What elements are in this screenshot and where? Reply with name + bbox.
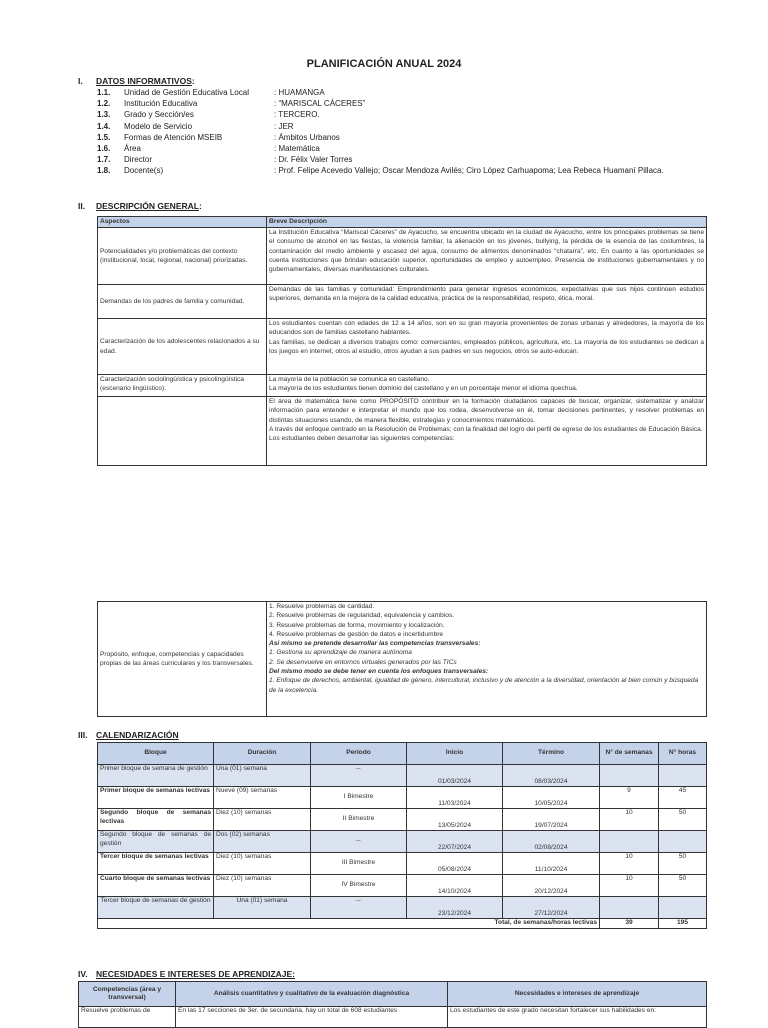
aspect-cell: Potencialidades y/o problemáticas del contexto (institucional, local, regional, nacional) priorizadas. bbox=[98, 228, 267, 285]
table-row bbox=[98, 765, 707, 787]
info-value: : TERCERO. bbox=[274, 110, 320, 120]
semanas-cell: 9 bbox=[600, 787, 659, 809]
table-row bbox=[79, 1007, 707, 1028]
info-value: : JER bbox=[274, 121, 294, 131]
inicio-cell: 22/07/2024 bbox=[407, 831, 503, 853]
description-cell bbox=[267, 228, 707, 285]
description-cell bbox=[267, 397, 707, 466]
section-number: I. bbox=[78, 76, 83, 86]
proposito-line: 1. Resuelve problemas de cantidad. bbox=[269, 603, 375, 610]
info-row bbox=[97, 99, 664, 110]
total-label: Total, de semanas/horas lectivas bbox=[98, 919, 600, 929]
proposito-line: 2. Resuelve problemas de regularidad, equivalencia y cambios. bbox=[269, 612, 455, 620]
info-value: : Ámbitos Urbanos bbox=[274, 132, 340, 142]
section-label: DESCRIPCIÓN GENERAL bbox=[96, 201, 199, 211]
total-row bbox=[98, 919, 707, 929]
description-paragraph: La Institución Educativa “Mariscal Cáceres” de Ayacucho, se encuentra ubicado en la ciudad de Ayacucho, entre los principales problemas se tiene el consumo de alcohol en las fiestas, la violencia familiar, la alienación en los jóvenes, bullying, la pérdida de la esencia de las costumbres, la contaminación del medio ambiente y escasez del agua, consumo de alimentos denominados “chatarra”, etc. En cuanto a las oportunidades se cuenta instituciones que brindan educación superior, oportunidades de empleo y autoempleo. Presencia de instituciones gubernamentales y no gubernamentales, diversas manifestaciones culturales. bbox=[269, 229, 704, 274]
duracion-cell: Diez (10) semanas bbox=[214, 853, 311, 875]
termino-cell: 02/08/2024 bbox=[503, 831, 600, 853]
proposito-table bbox=[97, 601, 707, 717]
info-value: : “MARISCAL CÁCERES” bbox=[274, 99, 366, 109]
periodo-cell: -- bbox=[311, 897, 407, 919]
info-number: 1.4. bbox=[97, 121, 111, 131]
table-header-row bbox=[98, 743, 707, 765]
table-header-row bbox=[98, 217, 707, 228]
description-paragraph: El área de matemática tiene como PROPÓSITO contribuir en la formación ciudadanos capaces de buscar, organizar, sistematizar y analizar información para entender e interpretar el mundo que los rodea, desenvolverse en él, tomar decisiones pertinentes, y resolver problemas en distintas situaciones usando, de manera flexible, estrategias y conocimientos matemáticos. bbox=[269, 398, 704, 424]
info-key: Área bbox=[124, 143, 141, 153]
section-heading-descripcion: II. DESCRIPCIÓN GENERAL: bbox=[78, 201, 202, 211]
proposito-line: 4. Resuelve problemas de gestión de datos e incertidumbre bbox=[269, 630, 444, 638]
table-row bbox=[98, 319, 707, 375]
header-bloque: Bloque bbox=[98, 743, 214, 765]
bloque-cell: Tercer bloque de semanas de gestión bbox=[98, 897, 214, 919]
table-row bbox=[98, 228, 707, 285]
bloque-cell: Segundo bloque de semanas lectivas bbox=[98, 809, 214, 831]
duracion-cell: Diez (10) semanas bbox=[214, 875, 311, 897]
aspect-cell: Caracterización sociolingüística y psicolingüística (escenario lingüístico). bbox=[98, 375, 267, 397]
duracion-cell: Diez (10) semanas bbox=[214, 809, 311, 831]
info-key: Formas de Atención MSEIB bbox=[124, 132, 223, 142]
datos-informativos-list bbox=[97, 88, 664, 178]
table-header-row bbox=[79, 982, 707, 1007]
info-row bbox=[97, 88, 664, 99]
aspect-cell bbox=[98, 397, 267, 466]
page-title: PLANIFICACIÓN ANUAL 2024 bbox=[306, 58, 462, 70]
bloque-cell: Primer bloque de semana de gestión bbox=[98, 765, 214, 787]
info-number: 1.8. bbox=[97, 166, 111, 176]
info-row bbox=[97, 122, 664, 133]
section-label: DATOS INFORMATIVOS bbox=[96, 76, 192, 86]
section-label: CALENDARIZACIÓN bbox=[96, 730, 179, 740]
header-necesidades: Necesidades e intereses de aprendizaje bbox=[448, 982, 707, 1007]
info-row bbox=[97, 155, 664, 166]
section-label: NECESIDADES E INTERESES DE APRENDIZAJE: bbox=[96, 969, 295, 979]
header-breve-descripcion: Breve Descripción bbox=[267, 217, 707, 228]
periodo-cell: -- bbox=[311, 765, 407, 787]
horas-cell: 50 bbox=[659, 809, 707, 831]
semanas-cell bbox=[600, 831, 659, 853]
description-paragraph: La mayoría de los estudiantes tienen dominio del castellano y en un porcentaje menor el idioma quechua. bbox=[269, 385, 578, 393]
description-cell bbox=[267, 602, 707, 717]
inicio-cell: 01/03/2024 bbox=[407, 765, 503, 787]
periodo-cell: -- bbox=[311, 831, 407, 853]
inicio-cell: 14/10/2024 bbox=[407, 875, 503, 897]
info-key: Director bbox=[124, 155, 153, 165]
header-competencias: Competencias (área y transversal) bbox=[79, 982, 176, 1007]
aspect-cell: Caracterización de los adolescentes relacionados a su edad. bbox=[98, 319, 267, 375]
total-horas: 195 bbox=[659, 919, 707, 929]
table-row bbox=[98, 602, 707, 717]
info-value: : HUAMANGA bbox=[274, 88, 325, 97]
info-number: 1.2. bbox=[97, 99, 111, 109]
proposito-line: 1. Enfoque de derechos, ambiental, igualdad de género, intercultural, inclusivo y de atención a la diversidad, orientación al bien común y búsqueda de la excelencia. bbox=[269, 677, 699, 694]
section-heading-calendarizacion bbox=[78, 730, 179, 740]
termino-cell: 10/05/2024 bbox=[503, 787, 600, 809]
inicio-cell: 23/12/2024 bbox=[407, 897, 503, 919]
info-key: Grado y Sección/es bbox=[124, 110, 194, 120]
header-horas: N° horas bbox=[659, 743, 707, 765]
section-number: IV. bbox=[78, 969, 88, 979]
termino-cell: 20/12/2024 bbox=[503, 875, 600, 897]
description-paragraph: Demandas de las familias y comunidad: Emprendimiento para generar ingresos económicos, expectativas que sus hijos continúen estudios superiores, demanda en la mejora de la calidad educativa, práctica de la responsabilidad, respeto, ética, moral. bbox=[269, 286, 704, 303]
proposito-line: 3. Resuelve problemas de forma, movimiento y localización. bbox=[269, 621, 445, 629]
description-paragraph: A través del enfoque centrado en la Resolución de Problemas; con la finalidad del logro del perfil de egreso de los estudiantes de Educación Básica. bbox=[269, 425, 703, 433]
horas-cell bbox=[659, 897, 707, 919]
semanas-cell bbox=[600, 897, 659, 919]
table-row bbox=[98, 809, 707, 831]
periodo-cell: III Bimestre bbox=[311, 853, 407, 875]
semanas-cell bbox=[600, 765, 659, 787]
inicio-cell: 13/05/2024 bbox=[407, 809, 503, 831]
info-number: 1.3. bbox=[97, 110, 111, 120]
info-row bbox=[97, 110, 664, 121]
horas-cell bbox=[659, 831, 707, 853]
section-heading-necesidades bbox=[78, 969, 295, 979]
competencia-cell: Resuelve problemas de bbox=[79, 1007, 176, 1028]
horas-cell: 50 bbox=[659, 853, 707, 875]
description-paragraph: Los estudiantes deben desarrollar las siguientes competencias: bbox=[269, 435, 455, 443]
info-number: 1.1. bbox=[97, 88, 111, 97]
proposito-line: Del mismo modo se debe tener en cuenta los enfoques transversales: bbox=[269, 668, 489, 676]
header-semanas: N° de semanas bbox=[600, 743, 659, 765]
total-semanas: 39 bbox=[600, 919, 659, 929]
header-inicio: Inicio bbox=[407, 743, 503, 765]
duracion-cell: Una (01) semana bbox=[214, 897, 311, 919]
info-key: Modelo de Servicio bbox=[124, 121, 193, 131]
periodo-cell: I Bimestre bbox=[311, 787, 407, 809]
info-value: : Dr. Félix Valer Torres bbox=[274, 155, 353, 165]
table-row bbox=[98, 787, 707, 809]
inicio-cell: 05/08/2024 bbox=[407, 853, 503, 875]
necesidades-cell: Los estudiantes de este grado necesitan fortalecer sus habilidades en: bbox=[448, 1007, 707, 1028]
termino-cell: 11/10/2024 bbox=[503, 853, 600, 875]
descripcion-general-table bbox=[97, 216, 707, 466]
semanas-cell: 10 bbox=[600, 809, 659, 831]
info-row bbox=[97, 144, 664, 155]
bloque-cell: Primer bloque de semanas lectivas bbox=[98, 787, 214, 809]
description-paragraph: Los estudiantes cuentan con edades de 12 a 14 años, son en su gran mayoría provenientes de zonas urbanas y alrededores, la mayoría de los educandos son de familias castellano hablantes. bbox=[269, 320, 704, 337]
bloque-cell: Cuarto bloque de semanas lectivas bbox=[98, 875, 214, 897]
header-aspectos: Aspectos bbox=[98, 217, 267, 228]
duracion-cell: Dos (02) semanas bbox=[214, 831, 311, 853]
inicio-cell: 11/03/2024 bbox=[407, 787, 503, 809]
aspect-cell: Propósito, enfoque, competencias y capacidades propias de las áreas curriculares y los transversales. bbox=[98, 602, 267, 717]
table-row bbox=[98, 831, 707, 853]
table-row bbox=[98, 375, 707, 397]
info-row bbox=[97, 133, 664, 144]
semanas-cell: 10 bbox=[600, 875, 659, 897]
duracion-cell: Nueve (09) semanas bbox=[214, 787, 311, 809]
termino-cell: 08/03/2024 bbox=[503, 765, 600, 787]
proposito-line: 1. Gestiona su aprendizaje de manera autónoma bbox=[269, 649, 412, 657]
header-periodo: Periodo bbox=[311, 743, 407, 765]
termino-cell: 27/12/2024 bbox=[503, 897, 600, 919]
info-number: 1.7. bbox=[97, 155, 111, 165]
info-value: : Prof. Felipe Acevedo Vallejo; Oscar Mendoza Avilés; Ciro López Carhuapoma; Lea Rebeca Huamaní Pillaca. bbox=[274, 166, 664, 176]
periodo-cell: IV Bimestre bbox=[311, 875, 407, 897]
info-key: Institución Educativa bbox=[124, 99, 198, 109]
analisis-cell: En las 17 secciones de 3er. de secundaria, hay un total de 608 estudiantes bbox=[176, 1007, 448, 1028]
bloque-cell: Tercer bloque de semanas lectivas bbox=[98, 853, 214, 875]
horas-cell: 45 bbox=[659, 787, 707, 809]
proposito-line: Así mismo se pretende desarrollar las competencias transversales: bbox=[269, 640, 481, 648]
section-heading-datos: I. DATOS INFORMATIVOS: bbox=[78, 76, 195, 86]
table-row bbox=[98, 875, 707, 897]
proposito-line: 2. Se desenvuelve en entornos virtuales generados por las TICs bbox=[269, 658, 457, 666]
periodo-cell: II Bimestre bbox=[311, 809, 407, 831]
info-value: : Matemática bbox=[274, 143, 320, 153]
horas-cell bbox=[659, 765, 707, 787]
table-row bbox=[98, 853, 707, 875]
info-number: 1.6. bbox=[97, 143, 111, 153]
section-number: III. bbox=[78, 730, 88, 740]
description-cell bbox=[267, 285, 707, 319]
aspect-cell: Demandas de los padres de familia y comunidad. bbox=[98, 285, 267, 319]
semanas-cell: 10 bbox=[600, 853, 659, 875]
calendarizacion-table bbox=[97, 742, 707, 929]
table-row bbox=[98, 897, 707, 919]
table-row bbox=[98, 397, 707, 466]
description-paragraph: Las familias, se dedican a diversos trabajos como: comerciantes, empleados públicos, agricultura, etc. La mayoría de los estudiantes se dedican a los juegos en internet, otros al estudio, otros ayudan a sus padres en sus negocios, otros se auto-educan. bbox=[269, 338, 704, 355]
header-duracion: Duración bbox=[214, 743, 311, 765]
table-row bbox=[98, 285, 707, 319]
duracion-cell: Una (01) semana bbox=[214, 765, 311, 787]
info-key: Docente(s) bbox=[124, 166, 164, 176]
description-cell bbox=[267, 375, 707, 397]
termino-cell: 19/07/2024 bbox=[503, 809, 600, 831]
horas-cell: 50 bbox=[659, 875, 707, 897]
section-number: II. bbox=[78, 201, 86, 211]
bloque-cell: Segundo bloque de semanas de gestión bbox=[98, 831, 214, 853]
description-cell bbox=[267, 319, 707, 375]
info-row bbox=[97, 166, 664, 177]
info-key: Unidad de Gestión Educativa Local bbox=[124, 88, 249, 97]
header-termino: Término bbox=[503, 743, 600, 765]
info-number: 1.5. bbox=[97, 132, 111, 142]
description-paragraph: La mayoría de la población se comunica en castellano. bbox=[269, 376, 430, 383]
necesidades-table bbox=[78, 981, 707, 1028]
header-analisis: Análisis cuantitativo y cualitativo de la evaluación diagnóstica bbox=[176, 982, 448, 1007]
